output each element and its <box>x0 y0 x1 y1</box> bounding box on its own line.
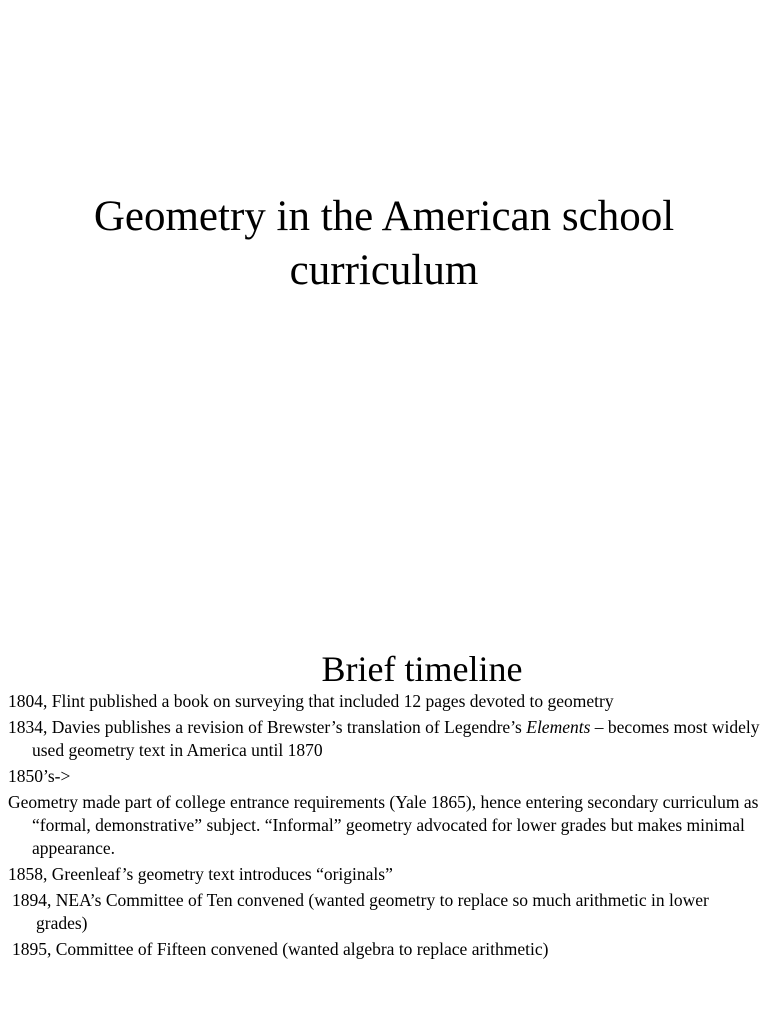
timeline-item-1834-pre: 1834, Davies publishes a revision of Brewster’s translation of Legendre’s <box>8 717 527 737</box>
timeline-item-1804: 1804, Flint published a book on surveying that included 12 pages devoted to geometry <box>8 691 614 711</box>
timeline-list <box>8 690 760 964</box>
timeline-item-1834 <box>8 716 760 762</box>
timeline-item-1895: 1895, Committee of Fifteen convened (wanted algebra to replace arithmetic) <box>12 939 549 959</box>
slide-title-line-2: curriculum <box>289 247 479 294</box>
timeline-slide <box>0 512 768 1024</box>
timeline-item-college-entrance: Geometry made part of college entrance requirements (Yale 1865), hence entering secondary curriculum as “formal, demonstrative” subject. “Informal” geometry advocated for lower grades but makes minimal appearance. <box>8 792 759 858</box>
timeline-title: Brief timeline <box>321 649 523 689</box>
timeline-item-1858: 1858, Greenleaf’s geometry text introduces “originals” <box>8 864 393 884</box>
slide-title <box>0 190 768 298</box>
elements-book-title: Elements <box>526 717 591 737</box>
timeline-item-1894: 1894, NEA’s Committee of Ten convened (wanted geometry to replace so much arithmetic in lower grades) <box>12 890 709 933</box>
slide-title-line-1: Geometry in the American school <box>93 193 675 240</box>
timeline-item-1834-post: – becomes most widely used geometry text in America until 1870 <box>32 717 760 760</box>
timeline-item-1850s: 1850’s-> <box>8 766 71 786</box>
